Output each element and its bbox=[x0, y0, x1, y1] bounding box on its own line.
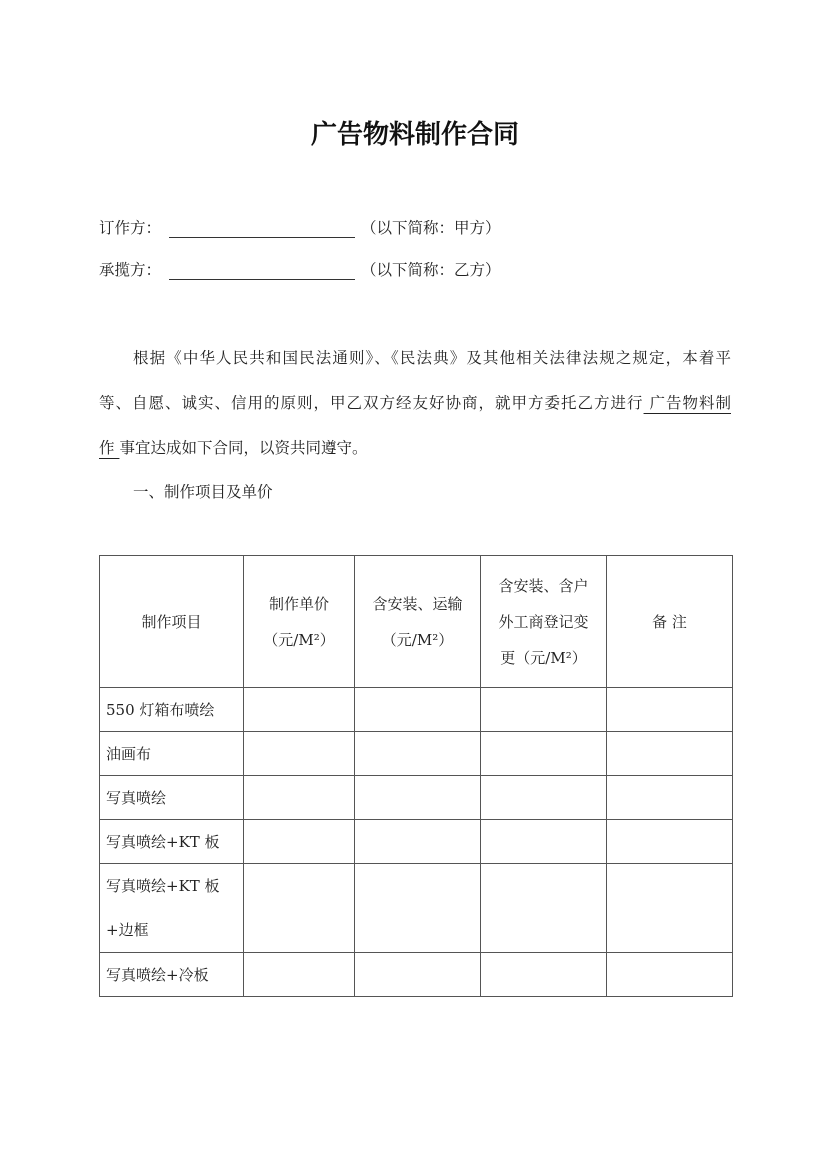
party-b-line bbox=[99, 258, 501, 280]
header-text: 外工商登记变 bbox=[498, 612, 589, 631]
table-row bbox=[100, 953, 733, 997]
cell[interactable] bbox=[607, 864, 733, 953]
item-text: +边框 bbox=[106, 921, 149, 939]
item-cell bbox=[100, 864, 244, 953]
cell[interactable] bbox=[607, 776, 733, 820]
party-a-label: 订作方： bbox=[99, 219, 162, 237]
cell[interactable] bbox=[355, 688, 481, 732]
item-cell: 550 灯箱布喷绘 bbox=[100, 688, 244, 732]
party-a-note: （以下简称：甲方） bbox=[361, 219, 501, 237]
cell[interactable] bbox=[355, 864, 481, 953]
item-text: 写真喷绘+KT 板 bbox=[106, 877, 220, 895]
document-title: 广告物料制作合同 bbox=[310, 120, 519, 150]
item-cell: 写真喷绘 bbox=[100, 776, 244, 820]
cell[interactable] bbox=[607, 953, 733, 997]
cell[interactable] bbox=[244, 776, 355, 820]
cell[interactable] bbox=[481, 732, 607, 776]
header-install-transport bbox=[355, 556, 481, 688]
cell[interactable] bbox=[244, 732, 355, 776]
header-text: 更（元/M²） bbox=[500, 648, 587, 667]
header-text: 含安装、含户 bbox=[498, 576, 589, 595]
header-text: 制作单价 bbox=[268, 594, 329, 613]
item-cell: 油画布 bbox=[100, 732, 244, 776]
cell[interactable] bbox=[355, 776, 481, 820]
cell[interactable] bbox=[607, 688, 733, 732]
cell[interactable] bbox=[481, 953, 607, 997]
cell[interactable] bbox=[481, 820, 607, 864]
party-a-line bbox=[99, 216, 501, 238]
price-table bbox=[99, 555, 733, 997]
cell[interactable] bbox=[355, 732, 481, 776]
table-row bbox=[100, 732, 733, 776]
header-item bbox=[100, 556, 244, 688]
table-header-row bbox=[100, 556, 733, 688]
header-unit-price bbox=[244, 556, 355, 688]
cell[interactable] bbox=[481, 864, 607, 953]
party-b-label: 承揽方： bbox=[99, 261, 162, 279]
header-remarks bbox=[607, 556, 733, 688]
item-cell: 写真喷绘+冷板 bbox=[100, 953, 244, 997]
item-cell: 写真喷绘+KT 板 bbox=[100, 820, 244, 864]
header-text: 含安装、运输 bbox=[372, 594, 463, 613]
header-text: （元/M²） bbox=[263, 630, 335, 649]
cell[interactable] bbox=[244, 953, 355, 997]
table-row bbox=[100, 776, 733, 820]
header-text: 制作项目 bbox=[141, 612, 202, 631]
cell[interactable] bbox=[244, 820, 355, 864]
preamble-text-end: 事宜达成如下合同，以资共同遵守。 bbox=[119, 439, 368, 457]
party-b-blank[interactable] bbox=[169, 263, 355, 280]
header-text: （元/M²） bbox=[381, 630, 454, 649]
subject-underlined: 广告物料制 bbox=[643, 394, 731, 412]
table-row bbox=[100, 820, 733, 864]
party-b-note: （以下简称：乙方） bbox=[361, 261, 501, 279]
table-row bbox=[100, 688, 733, 732]
preamble-line-3 bbox=[99, 426, 731, 471]
cell[interactable] bbox=[481, 776, 607, 820]
cell[interactable] bbox=[481, 688, 607, 732]
cell[interactable] bbox=[355, 820, 481, 864]
cell[interactable] bbox=[244, 688, 355, 732]
subject-underlined-cont: 作 bbox=[99, 439, 120, 457]
cell[interactable] bbox=[355, 953, 481, 997]
preamble-line-1: 根据《中华人民共和国民法通则》、《民法典》及其他相关法律法规之规定，本着平 bbox=[133, 349, 731, 367]
header-text: 备 注 bbox=[652, 612, 687, 631]
cell[interactable] bbox=[607, 732, 733, 776]
cell[interactable] bbox=[244, 864, 355, 953]
preamble-text: 等、自愿、诚实、信用的原则，甲乙双方经友好协商，就甲方委托乙方进行 bbox=[99, 394, 644, 412]
party-a-blank[interactable] bbox=[169, 221, 355, 238]
section-heading: 一、制作项目及单价 bbox=[133, 483, 273, 501]
preamble-paragraph bbox=[99, 336, 731, 471]
table-row bbox=[100, 864, 733, 953]
header-install-registration bbox=[481, 556, 607, 688]
cell[interactable] bbox=[607, 820, 733, 864]
preamble-line-2 bbox=[99, 381, 731, 426]
